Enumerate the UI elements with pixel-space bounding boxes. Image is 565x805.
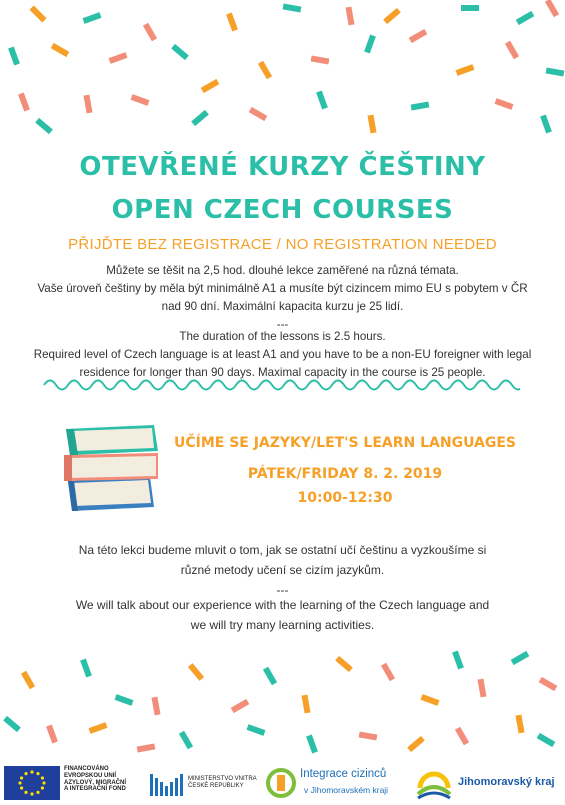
confetti-piece <box>46 725 58 744</box>
page-title-english: OPEN CZECH COURSES <box>111 195 454 225</box>
confetti-piece <box>201 79 220 93</box>
region-name: Jihomoravský kraj <box>458 776 555 788</box>
confetti-piece <box>539 677 558 691</box>
confetti-piece <box>455 727 469 746</box>
confetti-piece <box>3 716 21 732</box>
eu-fund-text <box>64 766 144 793</box>
confetti-piece <box>80 659 92 678</box>
registration-subtitle: PŘIJĎTE BEZ REGISTRACE / NO REGISTRATION NEEDED <box>68 236 497 253</box>
confetti-piece <box>409 29 428 43</box>
confetti-piece <box>306 735 318 754</box>
confetti-piece <box>188 663 204 681</box>
confetti-piece <box>316 91 328 110</box>
confetti-piece <box>456 64 475 76</box>
confetti-piece <box>407 736 425 752</box>
intro-english-line-1: The duration of the lessons is 2.5 hours. <box>179 330 386 343</box>
integration-logo-icon <box>266 766 296 800</box>
wave-divider <box>42 374 520 396</box>
confetti-piece <box>545 0 559 17</box>
confetti-piece <box>311 55 330 64</box>
intro-czech <box>0 262 565 334</box>
confetti-piece <box>515 715 524 734</box>
region-logo-icon <box>414 768 454 800</box>
confetti-piece <box>191 110 209 126</box>
ministry-text-line: ČESKÉ REPUBLIKY <box>188 783 244 789</box>
intro-czech-line-3: nad 90 dní. Maximální kapacita kurzu je 25 lidí. <box>161 300 404 313</box>
confetti-piece <box>83 95 92 114</box>
confetti-piece <box>546 67 565 76</box>
confetti-piece <box>231 699 250 713</box>
confetti-piece <box>30 6 47 23</box>
confetti-piece <box>516 11 535 25</box>
confetti-piece <box>247 724 266 736</box>
confetti-piece <box>364 35 376 54</box>
confetti-piece <box>283 3 302 12</box>
integration-subtitle: v Jihomoravském kraji <box>304 785 389 795</box>
confetti-piece <box>421 694 440 706</box>
books-icon <box>58 421 170 513</box>
eu-stars-icon <box>4 766 60 800</box>
confetti-piece <box>263 667 277 686</box>
ministry-text <box>188 776 258 790</box>
confetti-piece <box>171 44 189 60</box>
eu-text-line: A INTEGRAČNÍ FOND <box>64 786 126 793</box>
confetti-piece <box>8 47 20 66</box>
eu-text-line: FINANCOVÁNO <box>64 766 109 772</box>
confetti-piece <box>495 98 514 110</box>
confetti-piece <box>18 93 30 112</box>
confetti-piece <box>51 43 70 57</box>
confetti-piece <box>131 94 150 106</box>
confetti-piece <box>359 731 378 740</box>
partner-logos <box>0 764 565 800</box>
event-time: 10:00-12:30 <box>297 490 393 506</box>
description-english-line-2: we will try many learning activities. <box>190 618 375 632</box>
confetti-piece <box>249 107 268 121</box>
confetti-piece <box>115 694 134 706</box>
ministry-text-line: MINISTERSTVO VNITRA <box>188 776 257 782</box>
eu-text-line: EVROPSKOU UNIÍ <box>64 772 117 779</box>
confetti-piece <box>367 115 376 134</box>
eu-flag-logo <box>4 766 60 800</box>
confetti-piece <box>109 52 128 64</box>
intro-english-line-3: residence for longer than 90 days. Maximal capacity in the course is 25 people. <box>79 366 486 379</box>
confetti-piece <box>143 23 157 42</box>
eu-text-line: AZYLOVÝ, MIGRAČNÍ <box>64 779 127 786</box>
confetti-piece <box>137 743 156 752</box>
confetti-piece <box>505 41 519 60</box>
confetti-piece <box>35 118 53 134</box>
description-english <box>0 595 565 635</box>
confetti-piece <box>511 651 530 665</box>
confetti-piece <box>258 61 272 80</box>
confetti-piece <box>21 671 35 690</box>
confetti-piece <box>537 733 556 747</box>
confetti-piece <box>345 7 354 26</box>
ministry-logo-icon <box>148 768 184 798</box>
confetti-piece <box>89 722 108 734</box>
confetti-piece <box>83 12 102 24</box>
confetti-piece <box>301 695 310 714</box>
description-czech-line-1: Na této lekci budeme mluvit o tom, jak se ostatní učí češtinu a vyzkoušíme si <box>78 543 487 557</box>
confetti-piece <box>452 651 464 670</box>
confetti-piece <box>151 697 160 716</box>
event-date: PÁTEK/FRIDAY 8. 2. 2019 <box>247 466 443 482</box>
confetti-piece <box>335 656 353 672</box>
intro-czech-line-1: Můžete se těšit na 2,5 hod. dlouhé lekce zaměřené na různá témata. <box>106 264 459 277</box>
confetti-piece <box>179 731 193 750</box>
page-title-czech: OTEVŘENÉ KURZY ČEŠTINY <box>79 152 486 182</box>
description-czech <box>0 540 565 600</box>
confetti-piece <box>411 101 430 110</box>
confetti-piece <box>477 679 486 698</box>
separator: --- <box>276 318 289 331</box>
confetti-piece <box>381 663 395 682</box>
description-czech-line-2: různé metody učení se cizím jazykům. <box>180 563 385 577</box>
intro-english-line-2: Required level of Czech language is at least A1 and you have to be a non-EU foreigner with legal <box>33 348 532 361</box>
confetti-piece <box>383 8 401 24</box>
event-title: UČÍME SE JAZYKY/LET'S LEARN LANGUAGES <box>173 435 516 451</box>
confetti-piece <box>540 115 552 134</box>
description-english-line-1: We will talk about our experience with the learning of the Czech language and <box>75 598 490 612</box>
intro-czech-line-2: Vaše úroveň češtiny by měla být minimálně A1 a musíte být cizincem mimo EU s pobytem v ČR <box>37 282 528 295</box>
separator: --- <box>276 583 289 597</box>
confetti-piece <box>226 13 238 32</box>
integration-title: Integrace cizinců <box>300 768 387 780</box>
confetti-piece <box>461 5 479 11</box>
